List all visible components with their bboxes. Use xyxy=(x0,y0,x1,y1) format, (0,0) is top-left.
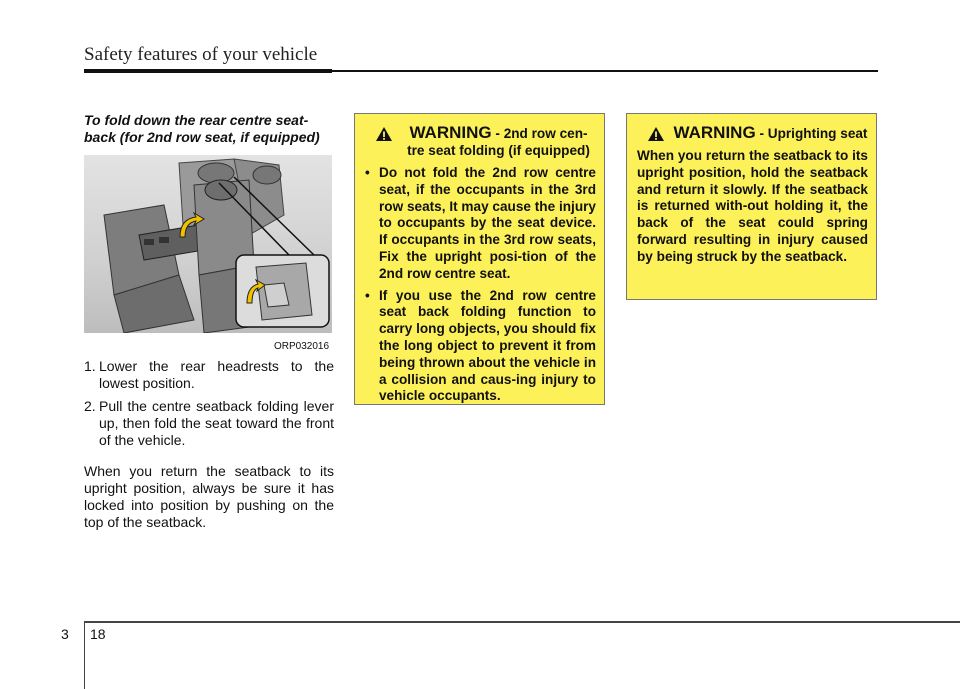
curved-arrow-icon xyxy=(244,279,266,305)
image-code: ORP032016 xyxy=(274,341,330,352)
step-number: 1. xyxy=(84,358,96,374)
left-column xyxy=(84,112,334,333)
step-number: 2. xyxy=(84,398,96,414)
header-rule-thick xyxy=(84,69,332,73)
warning-title xyxy=(401,124,596,159)
section-heading: To fold down the rear centre seat-back (for 2nd row seat, if equipped) xyxy=(84,112,320,145)
seat-illustration xyxy=(84,155,332,333)
warning-bullet-text: If you use the 2nd row centre seat back folding function to carry long objects, you should fix the long object to prevent it from being thrown about the vehicle in a collision and caus-ing injury to vehicle occupants. xyxy=(379,287,596,404)
steps-list xyxy=(84,358,334,455)
warning-subtitle: - 2nd row cen-tre seat folding (if equipped) xyxy=(407,126,590,158)
warning-header xyxy=(365,124,596,159)
page-number: 18 xyxy=(90,626,106,642)
header-rule-thin xyxy=(332,70,878,72)
step-text: Lower the rear headrests to the lowest position. xyxy=(99,358,334,391)
list-item xyxy=(84,398,334,449)
chapter-number: 3 xyxy=(61,626,69,642)
list-item xyxy=(84,358,334,392)
warning-triangle-icon xyxy=(375,126,393,142)
footer-rule xyxy=(84,621,960,623)
warning-subtitle: - Uprighting seat xyxy=(759,126,868,141)
warning-box-uprighting-seat xyxy=(626,113,877,300)
bullet-dot-icon: • xyxy=(365,287,370,303)
warning-word: WARNING xyxy=(673,123,756,142)
warning-triangle-icon xyxy=(647,126,665,142)
body-paragraph: When you return the seatback to its upright position, always be sure it has locked into position by pushing on the top of the seatback. xyxy=(84,463,334,530)
page-header-title: Safety features of your vehicle xyxy=(84,44,318,65)
warning-bullet-text: Do not fold the 2nd row centre seat, if the occupants in the 3rd row seats, It may cause the injury to occupants by the seat device. If occupants in the 3rd row seats, Fix the upright posi-tion of the 2nd row centre seat. xyxy=(379,165,596,281)
curved-arrow-icon xyxy=(176,211,206,241)
list-item xyxy=(365,165,596,283)
warning-box-centre-seat-folding xyxy=(354,113,605,405)
footer-vertical-rule xyxy=(84,622,85,689)
bullet-dot-icon: • xyxy=(365,165,370,180)
seat-illustration-graphic xyxy=(84,155,332,333)
list-item xyxy=(365,288,596,406)
warning-word: WARNING xyxy=(409,123,492,142)
warning-title xyxy=(673,124,868,142)
warning-header xyxy=(637,124,868,142)
step-text: Pull the centre seatback folding lever up, then fold the seat toward the front of the vehicle. xyxy=(99,398,334,448)
warning-body-text: When you return the seatback to its upright position, hold the seatback and return it slowly. If the seatback is returned with-out holding it, the back of the seat could spring forward resulting in injury caused by being struck by the seatback. xyxy=(637,148,868,264)
